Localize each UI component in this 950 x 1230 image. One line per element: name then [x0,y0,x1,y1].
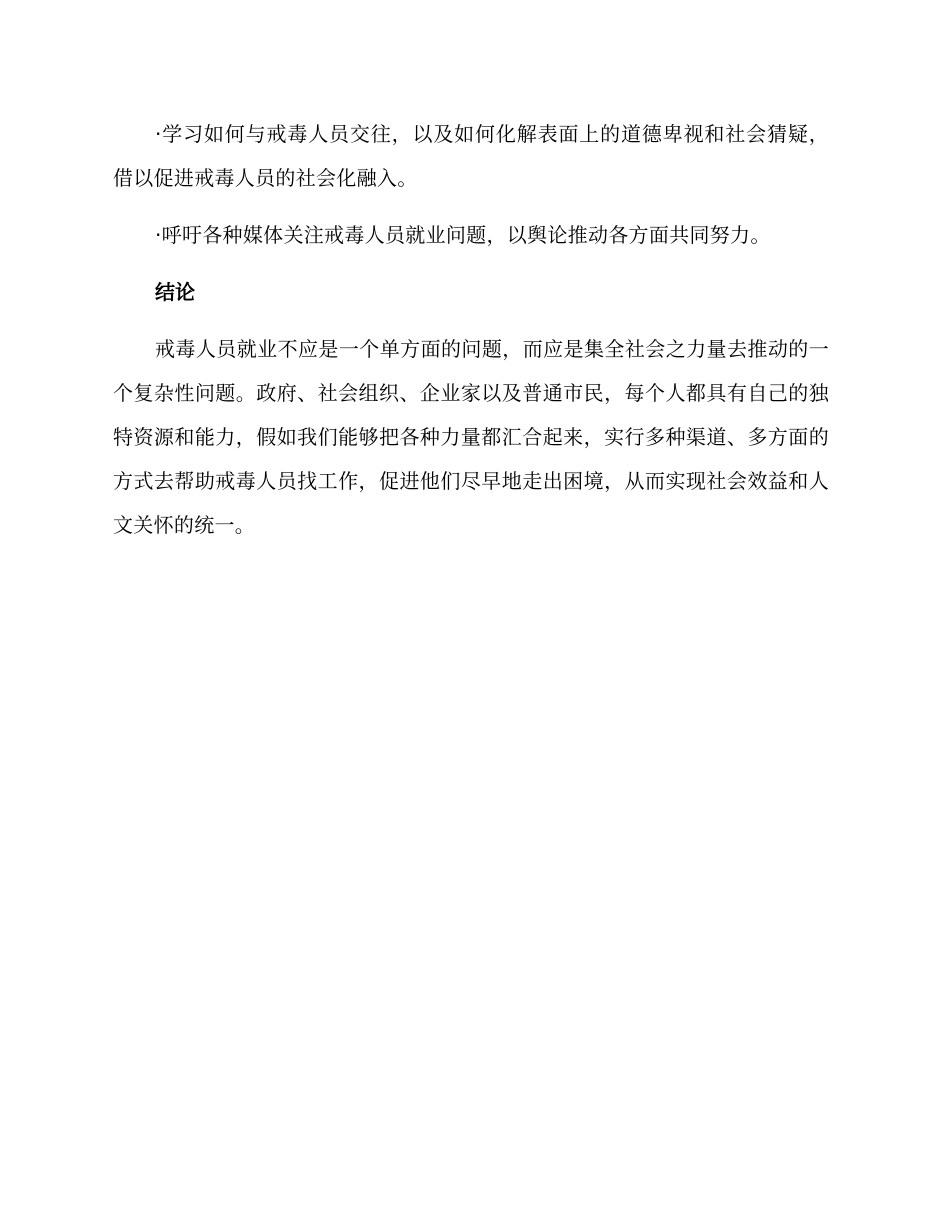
conclusion-paragraph: 戒毒人员就业不应是一个单方面的问题，而应是集全社会之力量去推动的一个复杂性问题。政府、社会组织、企业家以及普通市民，每个人都具有自己的独特资源和能力，假如我们能够把各种力量都汇合起来，实行多种渠道、多方面的方式去帮助戒毒人员找工作，促进他们尽早地走出困境，从而实现社会效益和人文关怀的统一。 [113,337,829,537]
document-body [113,112,829,547]
bullet-paragraph-interaction: ·学习如何与戒毒人员交往，以及如何化解表面上的道德卑视和社会猜疑，借以促进戒毒人员的社会化融入。 [113,122,829,190]
bullet-paragraph-media: ·呼吁各种媒体关注戒毒人员就业问题，以舆论推动各方面共同努力。 [155,223,771,247]
conclusion-heading: 结论 [155,280,195,304]
